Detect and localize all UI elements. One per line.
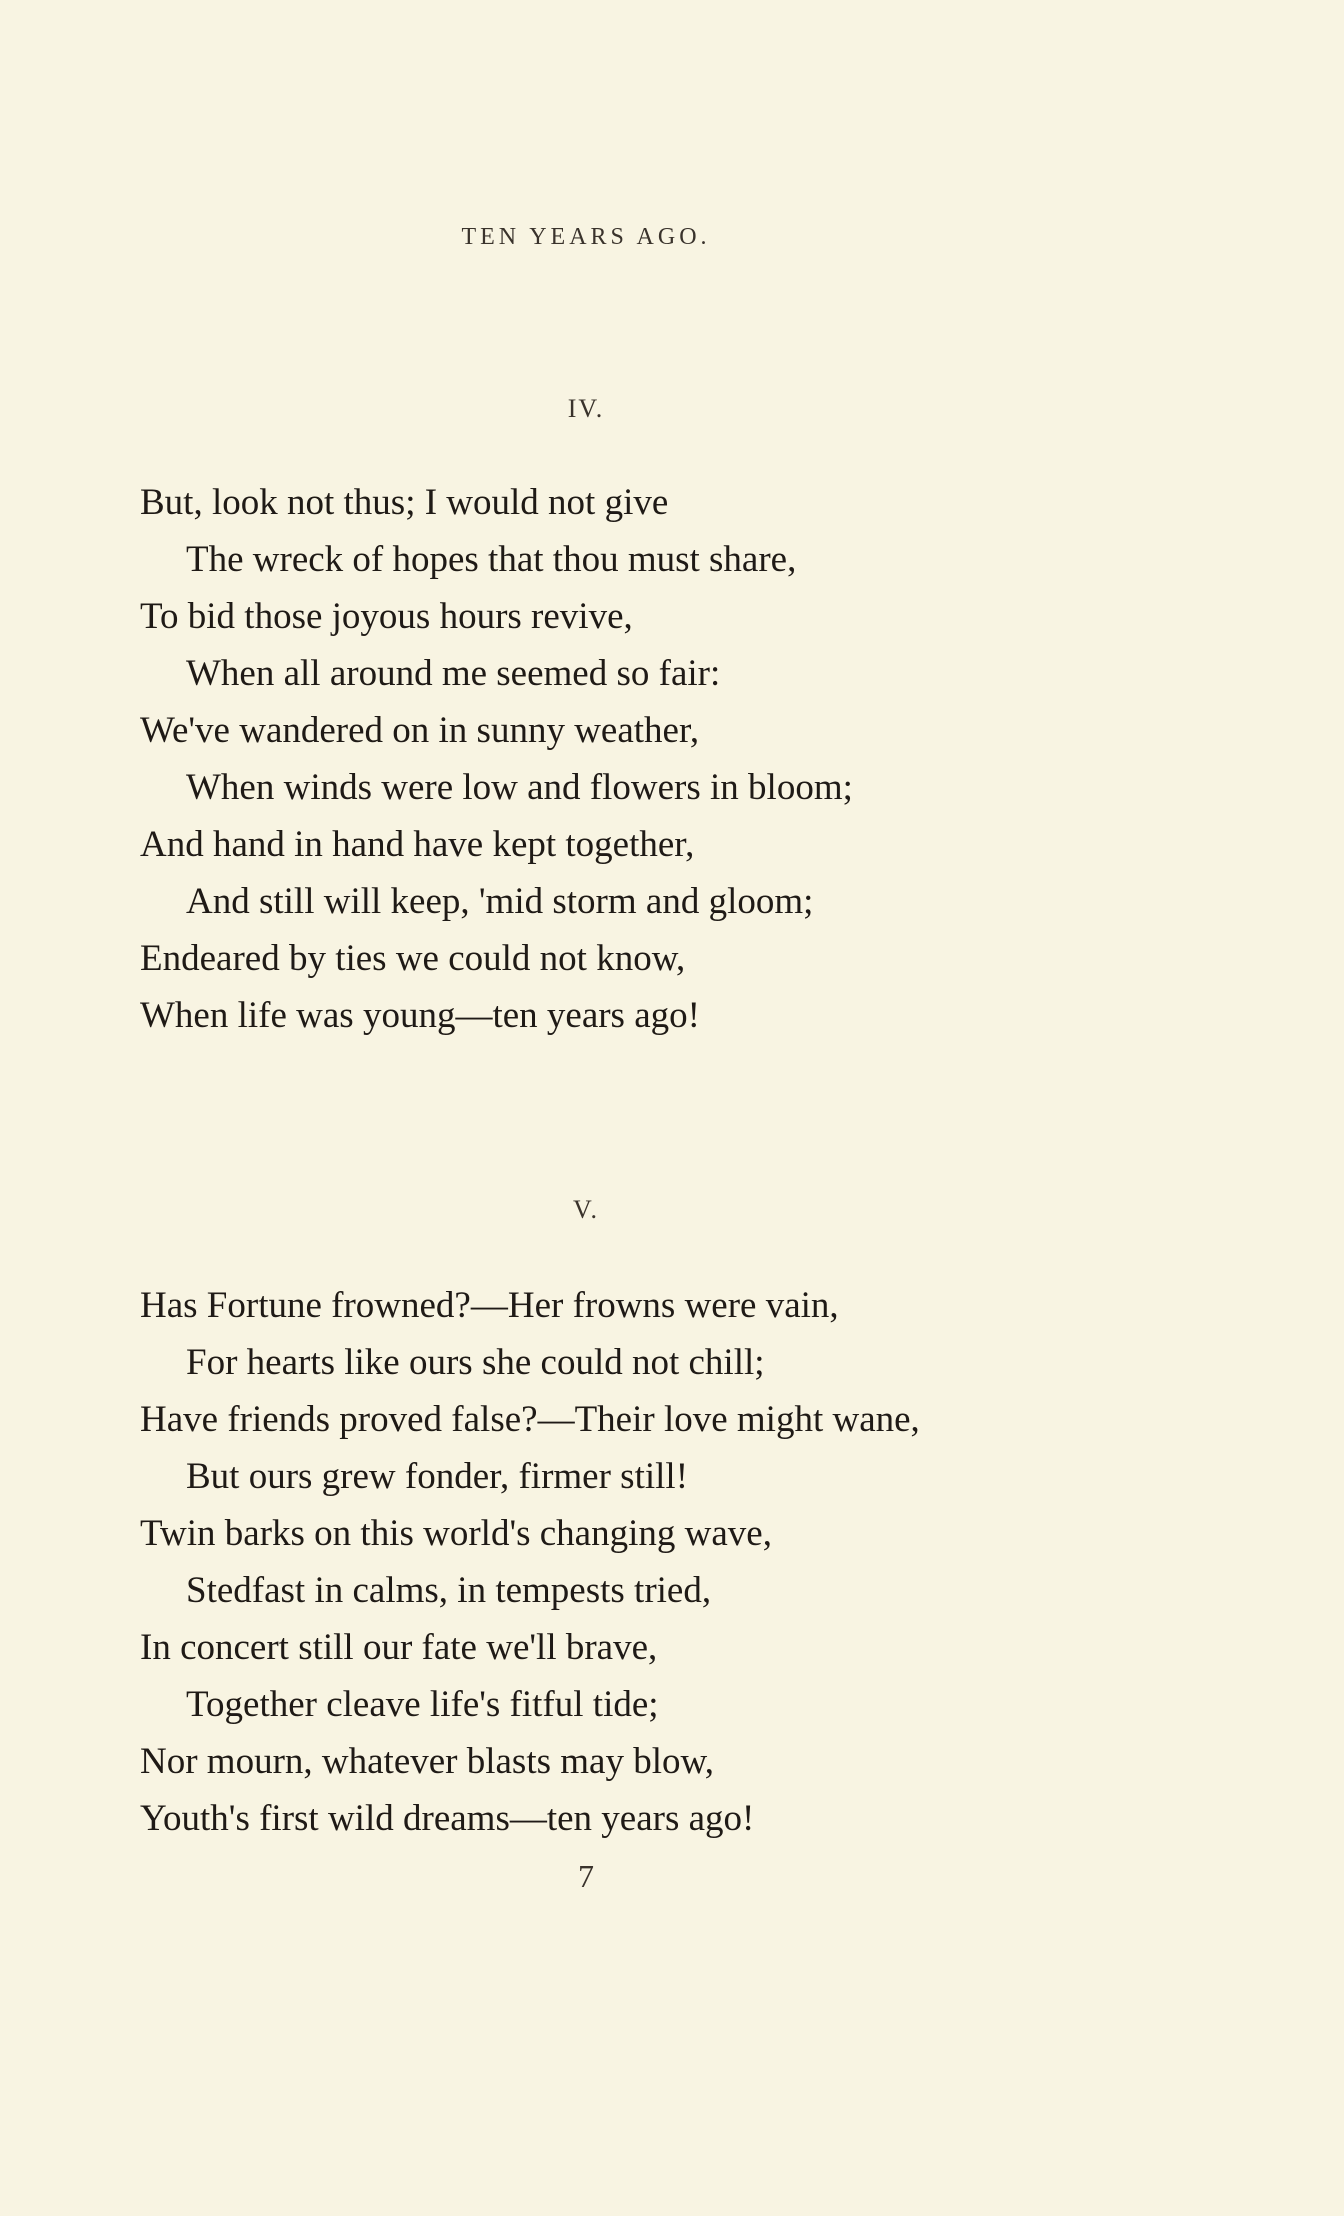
poem-line: And still will keep, 'mid storm and gloom; — [186, 881, 814, 922]
poem-line: For hearts like ours she could not chill; — [186, 1342, 765, 1383]
poem-line: Twin barks on this world's changing wave, — [140, 1513, 772, 1554]
stanza-iv — [140, 474, 1140, 1044]
poem-line: And hand in hand have kept together, — [140, 824, 695, 865]
poem-line: But, look not thus; I would not give — [140, 482, 669, 523]
poem-line: The wreck of hopes that thou must share, — [186, 539, 797, 580]
poem-line: Together cleave life's fitful tide; — [186, 1684, 659, 1725]
poem-line: Have friends proved false?—Their love might wane, — [140, 1399, 920, 1440]
poem-line: Has Fortune frowned?—Her frowns were vain, — [140, 1285, 839, 1326]
poem-line: In concert still our fate we'll brave, — [140, 1627, 658, 1668]
poem-line: But ours grew fonder, firmer still! — [186, 1456, 689, 1497]
poem-line: When all around me seemed so fair: — [186, 653, 721, 694]
poem-line: When life was young—ten years ago! — [140, 995, 700, 1036]
page-number: 7 — [578, 1858, 594, 1894]
poem-line: Stedfast in calms, in tempests tried, — [186, 1570, 712, 1611]
running-head: TEN YEARS AGO. — [461, 224, 711, 250]
poem-line: Endeared by ties we could not know, — [140, 938, 686, 979]
poem-line: We've wandered on in sunny weather, — [140, 710, 700, 751]
poem-line: When winds were low and flowers in bloom; — [186, 767, 853, 808]
poem-line: To bid those joyous hours revive, — [140, 596, 633, 637]
poem-line: Youth's first wild dreams—ten years ago! — [140, 1798, 755, 1839]
stanza-number-v: V. — [573, 1195, 599, 1224]
stanza-v — [140, 1277, 1140, 1847]
poem-line: Nor mourn, whatever blasts may blow, — [140, 1741, 715, 1782]
stanza-number-iv: IV. — [567, 394, 605, 423]
